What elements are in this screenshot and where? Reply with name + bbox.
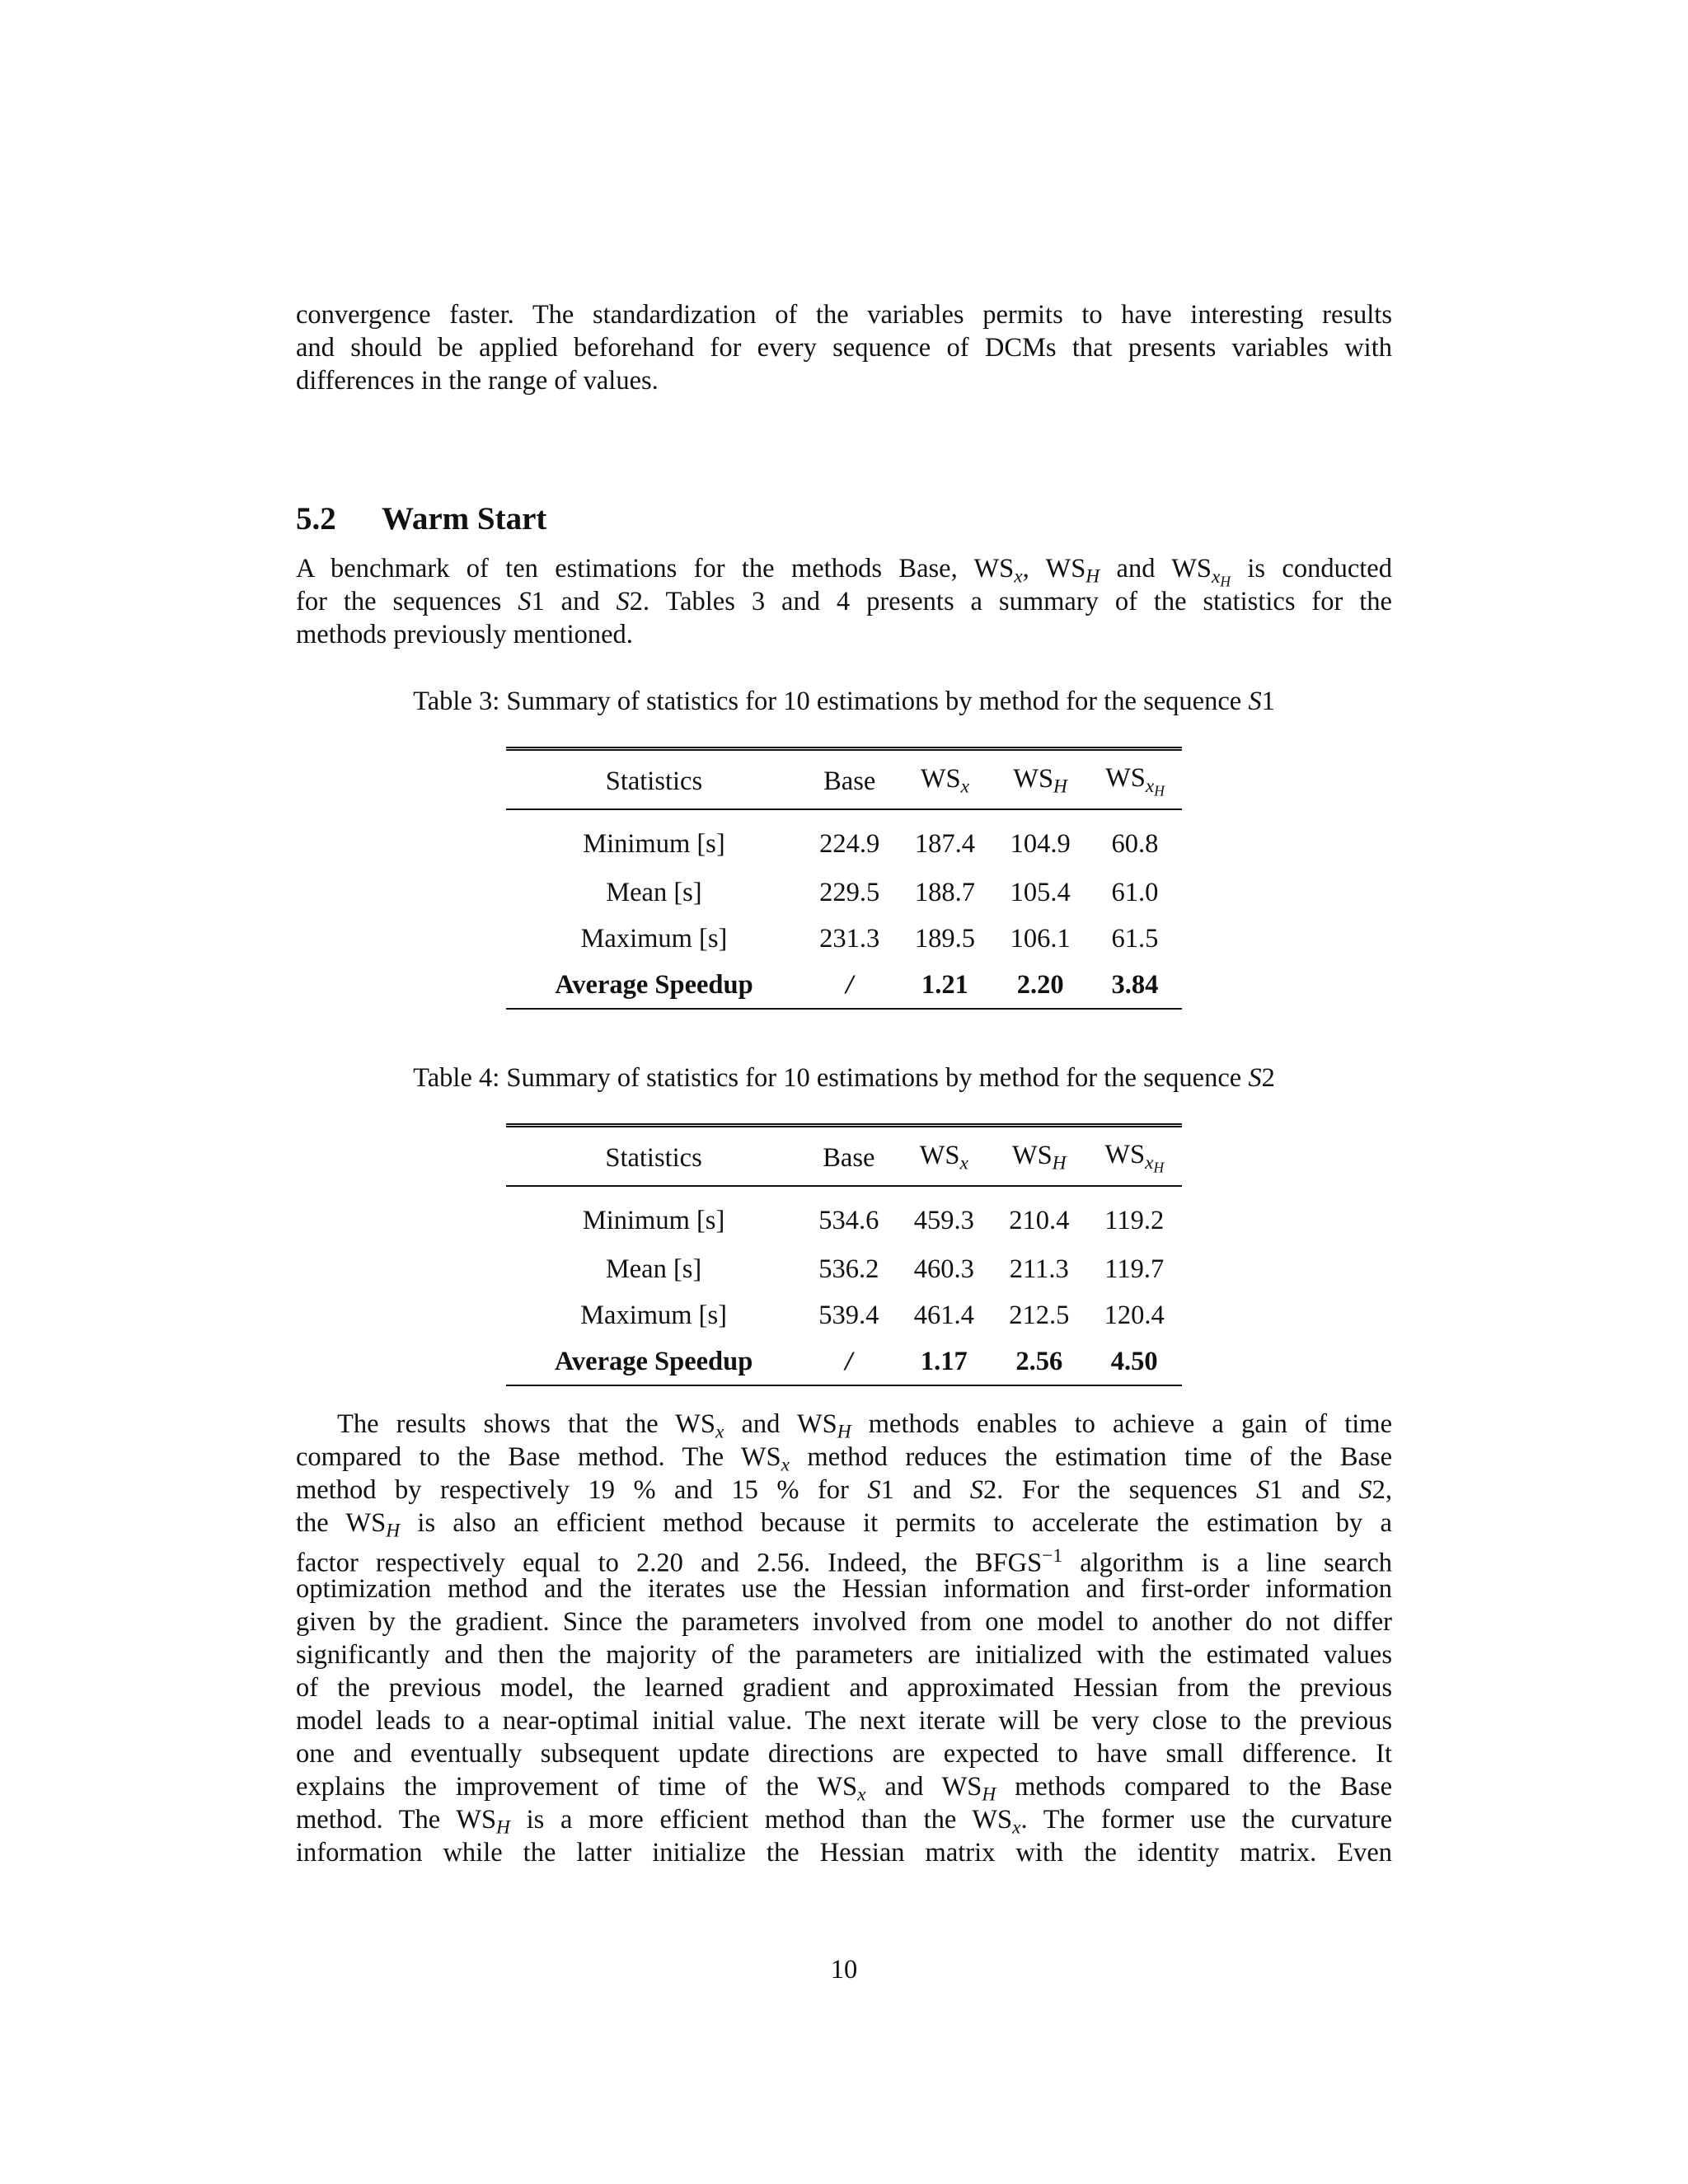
table-row	[506, 869, 1182, 916]
table-cell: 2.20	[1016, 969, 1064, 1000]
table-cell: 104.9	[1010, 828, 1071, 859]
paragraph-line: A benchmark of ten estimations for the methods Base, $WS_x$, $WS_H$ and $WS_{xH}$ is conducted	[296, 554, 1392, 589]
header-ws-x: $WS_x$	[897, 1126, 992, 1187]
table-cell: Average Speedup	[555, 969, 753, 1000]
table-cell: Average Speedup	[554, 1346, 753, 1376]
table-cell: Maximum [s]	[580, 923, 728, 954]
paragraph-line: method by respectively 19 % and 15 % for S1 and S2. For the sequences S1 and S2,	[296, 1475, 1392, 1505]
header-ws-xh: $WS_{xH}$	[1088, 749, 1182, 810]
table-row	[506, 916, 1182, 962]
table4	[506, 1123, 1182, 1386]
table-row	[506, 1246, 1182, 1292]
table-cell: 460.3	[913, 1254, 974, 1284]
paragraph-line: method. The $WS_H$ is a more efficient method than the $WS_x$. The former use the curvature	[296, 1805, 1393, 1839]
table-cell: 231.3	[819, 923, 880, 954]
table-cell: 188.7	[914, 877, 975, 907]
table-cell: 119.2	[1104, 1205, 1165, 1235]
intro-line: and should be applied beforehand for every sequence of DCMs that presents variables with	[296, 333, 1392, 363]
section-title: Warm Start	[382, 501, 547, 537]
header-statistics: Statistics	[506, 1126, 801, 1187]
table-cell: 1.17	[920, 1346, 968, 1376]
paragraph-line: model leads to a near-optimal initial value. The next iterate will be very close to the previous	[296, 1706, 1392, 1736]
table-cell: 210.4	[1009, 1205, 1070, 1235]
paragraph-line: of the previous model, the learned gradient and approximated Hessian from the previous	[296, 1673, 1392, 1703]
table-cell: Mean [s]	[605, 1254, 702, 1284]
table-row-speedup	[506, 962, 1182, 1009]
table-cell: 60.8	[1111, 828, 1159, 859]
table-cell: 3.84	[1111, 969, 1159, 1000]
table-cell: 536.2	[818, 1254, 879, 1284]
header-ws-xh: $WS_{xH}$	[1086, 1126, 1182, 1187]
table-row	[506, 809, 1182, 869]
table-cell: 1.21	[921, 969, 968, 1000]
table-cell: /	[845, 1346, 853, 1376]
paragraph-line: optimization method and the iterates use the Hessian information and first-order information	[296, 1574, 1392, 1604]
table-cell: 461.4	[913, 1300, 974, 1330]
paragraph-line: explains the improvement of time of the $WS_x$ and $WS_H$ methods compared to the Base	[296, 1772, 1393, 1806]
table-cell: 187.4	[914, 828, 975, 859]
table3	[506, 747, 1182, 1010]
table-cell: Minimum [s]	[582, 1205, 725, 1235]
paragraph-line: methods previously mentioned.	[296, 620, 633, 649]
paragraph-line: given by the gradient. Since the parameters involved from one model to another do not differ	[296, 1607, 1392, 1637]
table-cell: 61.5	[1111, 923, 1159, 954]
results-paragraph	[296, 1408, 1392, 1869]
table-cell: 4.50	[1110, 1346, 1158, 1376]
section-number: 5.2	[296, 501, 336, 537]
paragraph-line: significantly and then the majority of the parameters are initialized with the estimated values	[296, 1640, 1392, 1670]
table-cell: 61.0	[1111, 877, 1159, 907]
paragraph-line: one and eventually subsequent update directions are expected to have small difference. It	[296, 1739, 1392, 1769]
table-cell: 212.5	[1009, 1300, 1070, 1330]
paragraph-line: The results shows that the $WS_x$ and $WS_H$ methods enables to achieve a gain of time	[337, 1409, 1393, 1443]
table-cell: Minimum [s]	[583, 828, 725, 859]
table4-caption: Table 4: Summary of statistics for 10 estimations by method for the sequence S2	[413, 1063, 1275, 1093]
header-base: Base	[801, 1126, 896, 1187]
paragraph-line: factor respectively equal to 2.20 and 2.56. Indeed, the $BFGS^{-1}$ algorithm is a line search	[296, 1545, 1392, 1578]
table-row	[506, 1292, 1182, 1338]
header-ws-h: $WS_H$	[992, 749, 1088, 810]
table-cell: 539.4	[818, 1300, 879, 1330]
table-cell: 534.6	[818, 1205, 879, 1235]
table-header-row	[506, 1126, 1182, 1187]
table-cell: 2.56	[1015, 1346, 1063, 1376]
table-cell: 229.5	[819, 877, 880, 907]
benchmark-paragraph	[296, 552, 1392, 651]
table-cell: Maximum [s]	[580, 1300, 727, 1330]
paragraph-line: information while the latter initialize the Hessian matrix with the identity matrix. Even	[296, 1838, 1392, 1868]
table-row	[506, 1186, 1182, 1246]
header-base: Base	[802, 749, 898, 810]
page-number: 10	[830, 1955, 858, 1985]
paragraph-line: compared to the Base method. The $WS_x$ method reduces the estimation time of the Base	[296, 1442, 1393, 1476]
table-cell: 459.3	[913, 1205, 974, 1235]
table-header-row	[506, 749, 1182, 810]
table-cell: 120.4	[1104, 1300, 1165, 1330]
table-cell: 189.5	[914, 923, 975, 954]
table-row-speedup	[506, 1338, 1182, 1385]
table-cell: /	[846, 969, 854, 1000]
paragraph-line: the $WS_H$ is also an efficient method because it permits to accelerate the estimation by a	[296, 1508, 1392, 1542]
table3-caption: Table 3: Summary of statistics for 10 estimations by method for the sequence S1	[413, 687, 1275, 716]
header-statistics: Statistics	[506, 749, 802, 810]
table-cell: 119.7	[1104, 1254, 1165, 1284]
intro-paragraph	[296, 298, 1392, 397]
table-cell: 105.4	[1010, 877, 1071, 907]
header-ws-h: $WS_H$	[992, 1126, 1086, 1187]
table-cell: Mean [s]	[606, 877, 702, 907]
table-cell: 211.3	[1009, 1254, 1069, 1284]
header-ws-x: $WS_x$	[898, 749, 993, 810]
table-cell: 106.1	[1010, 923, 1071, 954]
intro-line: differences in the range of values.	[296, 366, 659, 396]
intro-line: convergence faster. The standardization of the variables permits to have interesting results	[296, 300, 1392, 330]
paragraph-line: for the sequences S1 and S2. Tables 3 and 4 presents a summary of the statistics for the	[296, 587, 1392, 616]
section-heading	[296, 499, 546, 539]
table-cell: 224.9	[819, 828, 880, 859]
